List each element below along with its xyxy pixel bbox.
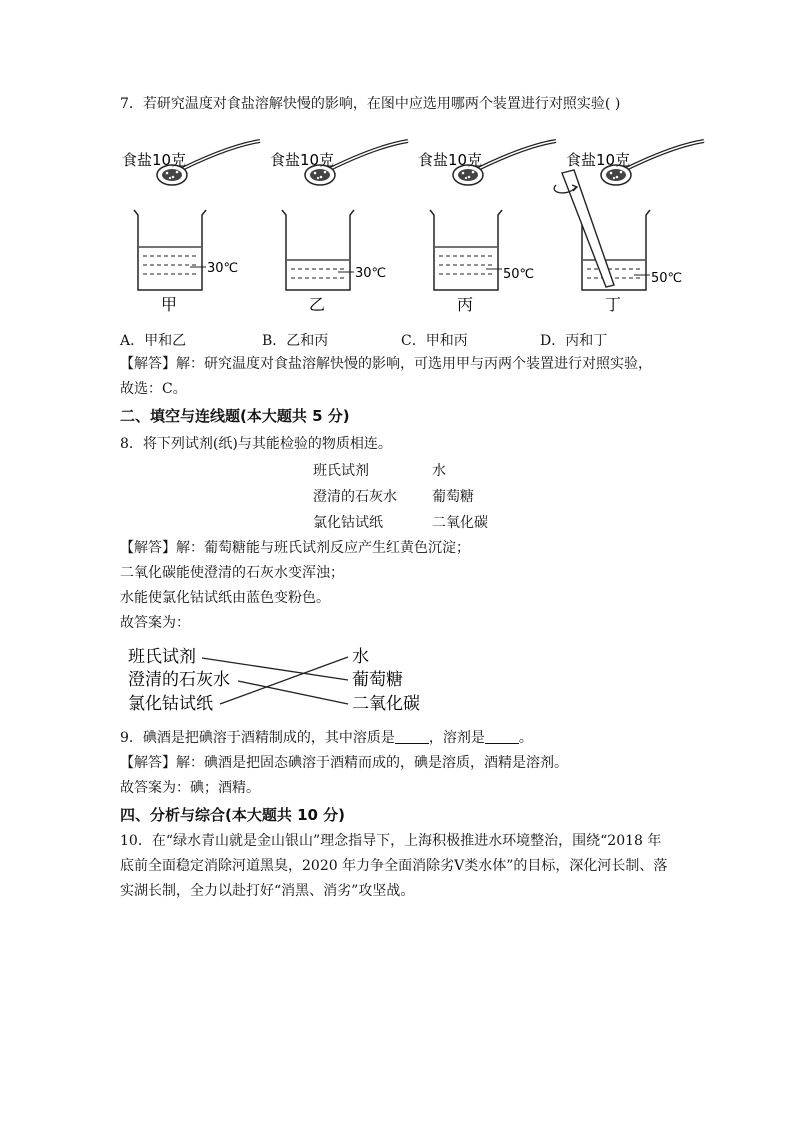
q8-left-item: 澄清的石灰水: [313, 489, 397, 505]
q8-right-item: 水: [432, 463, 446, 479]
match-left: 澄清的石灰水: [128, 670, 230, 690]
q8-answer: 二氧化碳能使澄清的石灰水变浑浊；: [120, 565, 344, 581]
q7-question: 7．若研究温度对食盐溶解快慢的影响，在图中应选用哪两个装置进行对照实验( ): [120, 96, 621, 112]
beaker-yi: [270, 141, 408, 314]
salt-label: 食盐10克: [270, 151, 335, 169]
q8-question: 8．将下列试剂(纸)与其能检验的物质相连。: [120, 436, 392, 452]
salt-label: 食盐10克: [566, 151, 631, 169]
beaker-ding: [554, 141, 704, 314]
temp-label: 30℃: [355, 266, 387, 281]
match-right: 二氧化碳: [352, 694, 420, 714]
temp-label: 50℃: [503, 267, 535, 282]
q7-option-d: D．丙和丁: [540, 333, 608, 349]
match-line: [238, 681, 348, 704]
q9-question: [120, 728, 533, 748]
match-left: 班氏试剂: [128, 647, 196, 667]
q7-figure: [110, 135, 730, 315]
q9-blank-solvent: [485, 729, 519, 744]
q10-text: 底前全面稳定消除河道黑臭，2020 年力争全面消除劣Ⅴ类水体”的目标，深化河长制、落: [120, 858, 668, 874]
q9-blank-solute: [395, 729, 429, 744]
beaker-name: 乙: [309, 295, 326, 314]
q7-answer-choice: 故选：C。: [120, 381, 187, 397]
q8-right-item: 葡萄糖: [432, 489, 474, 505]
section-heading: 四、分析与综合(本大题共 10 分): [120, 806, 346, 824]
q7-option-a: A．甲和乙: [120, 333, 187, 349]
salt-label: 食盐10克: [418, 151, 483, 169]
beaker-jia: [122, 141, 260, 314]
beaker-name: 丁: [605, 295, 622, 314]
match-left: 氯化钴试纸: [128, 694, 213, 714]
beaker-bing: [418, 141, 556, 314]
q10-text: 10．在“绿水青山就是金山银山”理念指导下，上海积极推进水环境整治，围绕“2018 年: [120, 833, 662, 849]
q9-text: 9．碘酒是把碘溶于酒精制成的，其中溶质是: [120, 730, 395, 746]
q8-right-item: 二氧化碳: [432, 515, 488, 531]
q7-answer: 【解答】解：研究温度对食盐溶解快慢的影响，可选用甲与丙两个装置进行对照实验，: [120, 356, 652, 372]
salt-label: 食盐10克: [122, 151, 187, 169]
section-heading: 二、填空与连线题(本大题共 5 分): [120, 407, 350, 425]
q8-left-item: 氯化钴试纸: [313, 515, 383, 531]
q9-answer: 【解答】解：碘酒是把固态碘溶于酒精而成的，碘是溶质，酒精是溶剂。: [120, 755, 568, 771]
beaker-name: 甲: [161, 295, 178, 314]
beaker-name: 丙: [457, 295, 474, 314]
match-right: 水: [352, 647, 369, 667]
temp-label: 50℃: [651, 271, 683, 286]
q9-text: 。: [518, 730, 533, 746]
q8-answer-label: 故答案为：: [120, 615, 190, 631]
q9-answer-final: 故答案为：碘；酒精。: [120, 780, 260, 796]
q8-answer: 水能使氯化钴试纸由蓝色变粉色。: [120, 590, 330, 606]
q10-text: 实湖长制，全力以赴打好“消黑、消劣”攻坚战。: [120, 883, 415, 899]
match-right: 葡萄糖: [352, 670, 403, 690]
q9-text: ，溶剂是: [428, 730, 485, 746]
q7-option-b: B．乙和丙: [262, 333, 329, 349]
q7-option-c: C．甲和丙: [401, 333, 468, 349]
q8-matching-figure: [120, 640, 440, 720]
temp-label: 30℃: [207, 261, 239, 276]
q8-left-item: 班氏试剂: [313, 463, 369, 479]
q8-answer: 【解答】解：葡萄糖能与班氏试剂反应产生红黄色沉淀；: [120, 540, 470, 556]
